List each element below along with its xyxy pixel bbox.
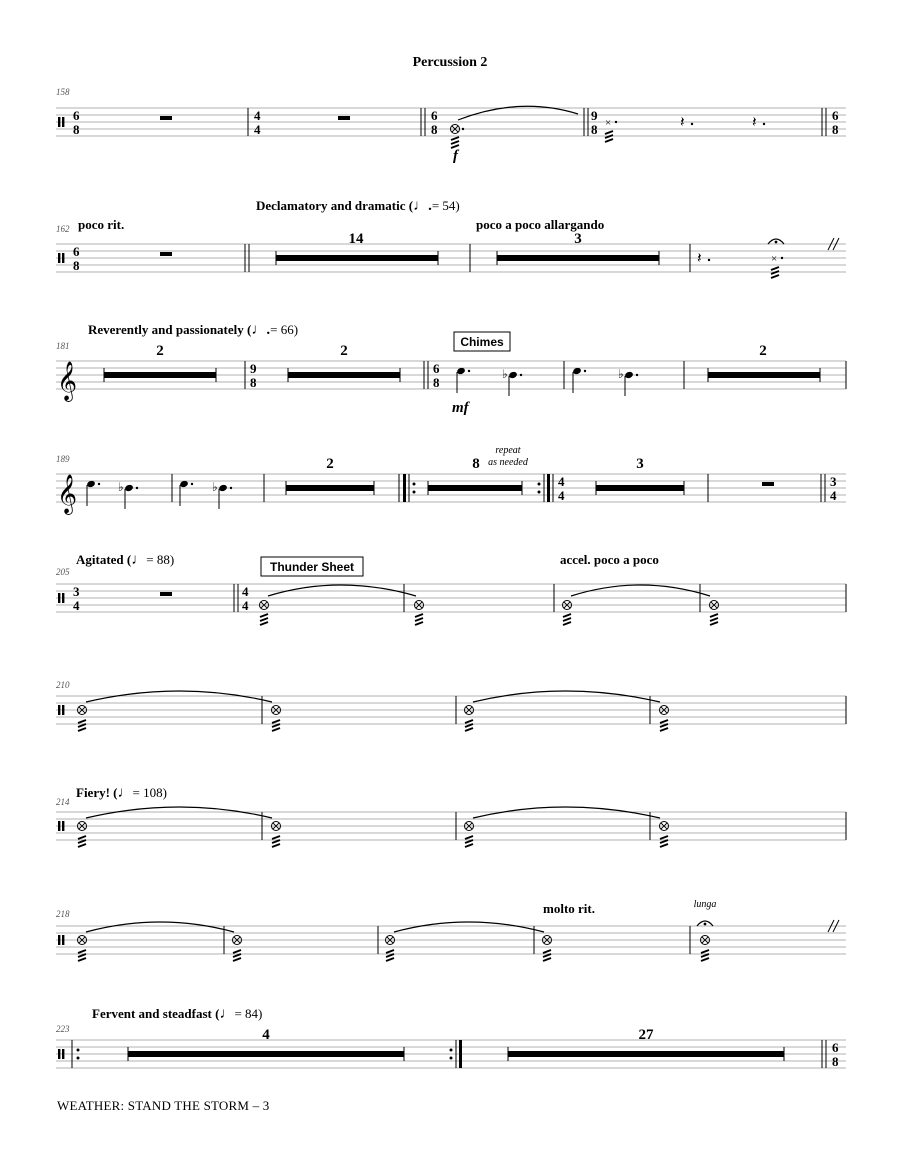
- whole-rest: [160, 592, 172, 596]
- whole-rest: [160, 116, 172, 120]
- chime-note: [618, 367, 638, 396]
- tremolo-icon: [605, 131, 613, 142]
- time-signature: [832, 1040, 839, 1069]
- multi-measure-rest: [104, 368, 216, 382]
- multirest-count: 8: [472, 456, 480, 472]
- instrument-box-chimes: [454, 332, 510, 351]
- system-3: [56, 322, 846, 416]
- tremolo-icon: [465, 836, 473, 847]
- svg-text:4: 4: [242, 598, 249, 613]
- svg-text:Thunder Sheet: Thunder Sheet: [269, 560, 355, 574]
- system-2: [56, 198, 846, 278]
- tempo-marking: Agitated (♩= 88): [76, 552, 175, 568]
- quarter-rest: 𝄽: [680, 115, 685, 131]
- svg-text:4: 4: [254, 122, 261, 137]
- svg-text:9: 9: [250, 361, 257, 376]
- tremolo-icon: [710, 614, 718, 625]
- multi-measure-rest: [288, 368, 400, 382]
- dynamic-marking: mf: [452, 400, 469, 416]
- staff-lines: [56, 926, 846, 954]
- treble-clef-icon: 𝄞: [57, 476, 78, 513]
- svg-text:8: 8: [73, 122, 80, 137]
- measure-number: 205: [56, 567, 70, 577]
- instrument-box-thunder-sheet: [261, 557, 363, 576]
- svg-text:4: 4: [558, 474, 565, 489]
- tie: [86, 807, 272, 818]
- tremolo-icon: [771, 267, 779, 278]
- svg-text:♭: ♭: [618, 367, 624, 381]
- tremolo-icon: [701, 950, 709, 961]
- quarter-rest: 𝄽: [752, 115, 757, 131]
- svg-text:8: 8: [431, 122, 438, 137]
- system-6: [56, 680, 846, 731]
- svg-text:4: 4: [254, 108, 261, 123]
- tremolo-icon: [543, 950, 551, 961]
- system-9: [56, 1006, 846, 1069]
- multirest-count: 2: [326, 456, 334, 472]
- tie: [571, 585, 710, 596]
- staff-lines: [56, 812, 846, 840]
- tremolo-icon: [260, 614, 268, 625]
- measure-number: 214: [56, 797, 70, 807]
- multirest-count: 3: [574, 231, 582, 247]
- svg-text:Chimes: Chimes: [460, 335, 504, 349]
- svg-text:4: 4: [242, 584, 249, 599]
- svg-text:4: 4: [558, 488, 565, 503]
- svg-text:6: 6: [832, 108, 839, 123]
- measure-number: 162: [56, 224, 70, 234]
- x-notehead: ×: [605, 117, 612, 129]
- system-7: [56, 785, 846, 847]
- tie: [86, 691, 272, 702]
- tie: [473, 691, 660, 702]
- tempo-marking: Fervent and steadfast (♩= 84): [92, 1006, 263, 1022]
- annotation-lunga: lunga: [693, 899, 717, 910]
- svg-text:9: 9: [591, 108, 598, 123]
- multi-measure-rest: [497, 251, 659, 265]
- svg-text:♭: ♭: [118, 480, 124, 494]
- svg-text:4: 4: [73, 598, 80, 613]
- multi-measure-rest: [708, 368, 820, 382]
- tremolo-icon: [78, 720, 86, 731]
- whole-rest: [762, 482, 774, 486]
- chime-note: [212, 480, 232, 509]
- svg-text:8: 8: [832, 122, 839, 137]
- quarter-rest: 𝄽: [697, 251, 702, 267]
- system-4: [56, 445, 846, 515]
- measure-number: 210: [56, 680, 70, 690]
- tremolo-icon: [660, 836, 668, 847]
- tremolo-icon: [386, 950, 394, 961]
- multirest-count: 14: [348, 231, 364, 247]
- annotation-poco-a-poco-allargando: poco a poco allargando: [476, 217, 605, 232]
- time-signature: [433, 361, 440, 390]
- svg-text:8: 8: [73, 258, 80, 273]
- tempo-marking: Fiery! (♩= 108): [76, 785, 167, 801]
- multi-measure-rest: [596, 481, 684, 495]
- svg-text:6: 6: [431, 108, 438, 123]
- svg-text:6: 6: [433, 361, 440, 376]
- annotation-molto-rit: molto rit.: [543, 901, 595, 916]
- whole-rest: [160, 252, 172, 256]
- multirest-count: 27: [638, 1027, 654, 1043]
- tremolo-icon: [660, 720, 668, 731]
- chime-note: [502, 367, 522, 396]
- time-signature: [73, 244, 80, 273]
- svg-text:6: 6: [832, 1040, 839, 1055]
- page-title: Percussion 2: [412, 55, 488, 70]
- tempo-marking: Declamatory and dramatic (♩.= 54): [256, 198, 460, 214]
- svg-text:8: 8: [250, 375, 257, 390]
- tremolo-icon: [415, 614, 423, 625]
- svg-text:8: 8: [591, 122, 598, 137]
- svg-text:4: 4: [830, 488, 837, 503]
- svg-text:♭: ♭: [502, 367, 508, 381]
- tremolo-icon: [451, 137, 459, 148]
- system-8: [56, 899, 846, 961]
- tremolo-icon: [465, 720, 473, 731]
- staff-lines: [56, 584, 846, 612]
- time-signature: [73, 108, 80, 137]
- svg-text:repeat: repeat: [495, 445, 521, 456]
- svg-text:8: 8: [832, 1054, 839, 1069]
- time-signature: [591, 108, 598, 137]
- measure-number: 158: [56, 87, 70, 97]
- tie: [268, 585, 416, 596]
- tempo-marking: Reverently and passionately (♩.= 66): [88, 322, 299, 338]
- tremolo-icon: [272, 836, 280, 847]
- tremolo-icon: [78, 836, 86, 847]
- time-signature: [242, 584, 249, 613]
- x-notehead: ×: [771, 253, 778, 265]
- chime-note: [118, 480, 138, 509]
- time-signature: [558, 474, 565, 503]
- multi-measure-rest: [428, 481, 522, 495]
- dynamic-marking: f: [453, 148, 458, 164]
- fermata-icon: [697, 921, 713, 926]
- system-5: [56, 552, 846, 625]
- multirest-count: 2: [340, 343, 348, 359]
- system-1: [56, 87, 846, 164]
- staff-lines: [56, 696, 846, 724]
- tie: [473, 807, 660, 818]
- time-signature: [254, 108, 261, 137]
- fermata-icon: [768, 239, 784, 244]
- multi-measure-rest: [128, 1047, 404, 1061]
- time-signature: [830, 474, 837, 503]
- time-signature: [250, 361, 257, 390]
- time-signature: [431, 108, 438, 137]
- tremolo-icon: [563, 614, 571, 625]
- time-signature: [832, 108, 839, 137]
- svg-text:3: 3: [73, 584, 80, 599]
- tremolo-icon: [272, 720, 280, 731]
- tremolo-icon: [233, 950, 241, 961]
- tremolo-icon: [78, 950, 86, 961]
- measure-number: 223: [56, 1024, 70, 1034]
- multi-measure-rest: [286, 481, 374, 495]
- svg-text:3: 3: [830, 474, 837, 489]
- measure-number: 218: [56, 909, 70, 919]
- time-signature: [73, 584, 80, 613]
- measure-number: 189: [56, 454, 70, 464]
- measure-number: 181: [56, 341, 70, 351]
- treble-clef-icon: 𝄞: [57, 363, 78, 400]
- annotation-poco-rit: poco rit.: [78, 217, 125, 232]
- repeat-note: [488, 445, 529, 468]
- svg-text:♭: ♭: [212, 480, 218, 494]
- svg-text:6: 6: [73, 244, 80, 259]
- svg-text:6: 6: [73, 108, 80, 123]
- multi-measure-rest: [508, 1047, 784, 1061]
- tie: [86, 922, 234, 932]
- multirest-count: 4: [262, 1027, 270, 1043]
- multi-measure-rest: [276, 251, 438, 265]
- multirest-count: 3: [636, 456, 644, 472]
- multirest-count: 2: [156, 343, 164, 359]
- svg-text:as needed: as needed: [488, 457, 528, 468]
- page-footer: WEATHER: STAND THE STORM – 3: [57, 1098, 270, 1113]
- whole-rest: [338, 116, 350, 120]
- staff-lines: [56, 244, 846, 272]
- tie: [394, 922, 544, 932]
- multirest-count: 2: [759, 343, 767, 359]
- svg-text:8: 8: [433, 375, 440, 390]
- annotation-accel: accel. poco a poco: [560, 552, 659, 567]
